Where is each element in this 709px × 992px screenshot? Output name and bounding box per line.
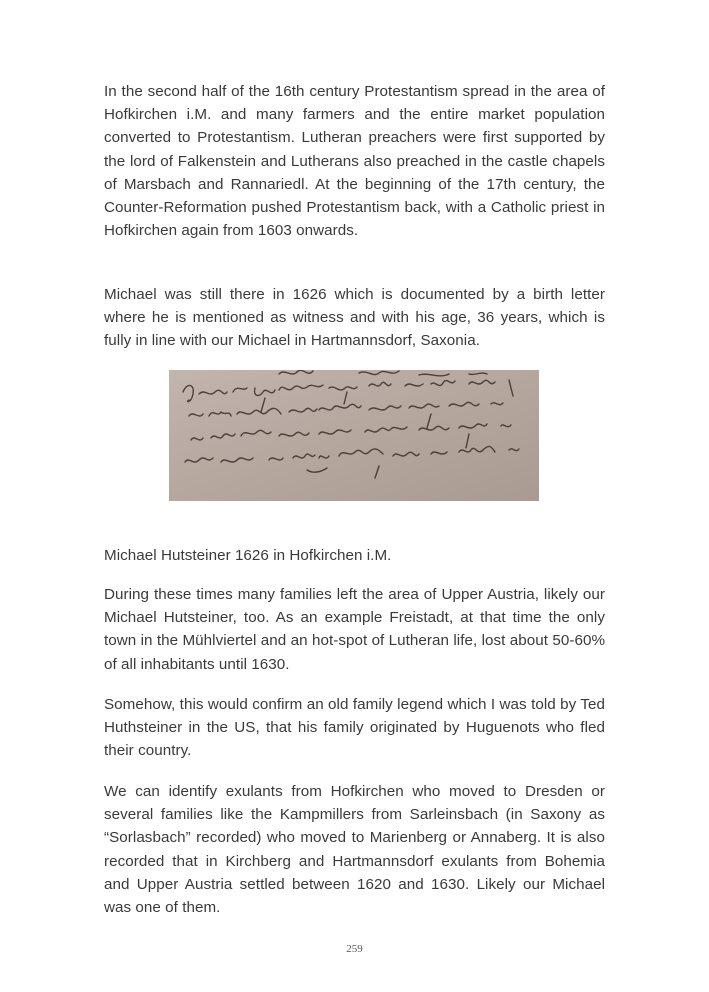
page-number: 259 bbox=[346, 943, 363, 955]
paragraph-family-legend: Somehow, this would confirm an old family legend which I was told by Ted Huthsteiner in the US, that his family originated by Huguenots who fled their country. bbox=[104, 696, 605, 760]
paragraph-birth-letter: Michael was still there in 1626 which is documented by a birth letter where he is mentioned as witness and with his age, 36 years, which is fully in line with our Michael in Hartmannsdorf, Saxonia. bbox=[104, 286, 605, 350]
paragraph-families-left: During these times many families left the area of Upper Austria, likely our Michael Hutsteiner, too. As an example Freistadt, at that time the only town in the Mühlviertel and an hot-spot of Lutheran life, lost about 50-60% of all inhabitants until 1630. bbox=[104, 586, 605, 673]
handwritten-document-image bbox=[169, 370, 539, 501]
figure-caption: Michael Hutsteiner 1626 in Hofkirchen i.M. bbox=[104, 547, 392, 564]
paragraph-protestantism: In the second half of the 16th century Protestantism spread in the area of Hofkirchen i.M. and many farmers and the entire market population converted to Protestantism. Lutheran preachers were first supported by the lord of Falkenstein and Lutherans also preached in the castle chapels of Marsbach and Rannariedl. At the beginning of the 17th century, the Counter-Reformation pushed Protestantism back, with a Catholic priest in Hofkirchen again from 1603 onwards. bbox=[104, 83, 605, 240]
paragraph-exulants: We can identify exulants from Hofkirchen who moved to Dresden or several families like the Kampmillers from Sarleinsbach (in Saxony as “Sorlasbach” recorded) who moved to Marienberg or Annaberg. It is also recorded that in Kirchberg and Hartmannsdorf exulants from Bohemia and Upper Austria settled between 1620 and 1630. Likely our Michael was one of them. bbox=[104, 783, 605, 917]
